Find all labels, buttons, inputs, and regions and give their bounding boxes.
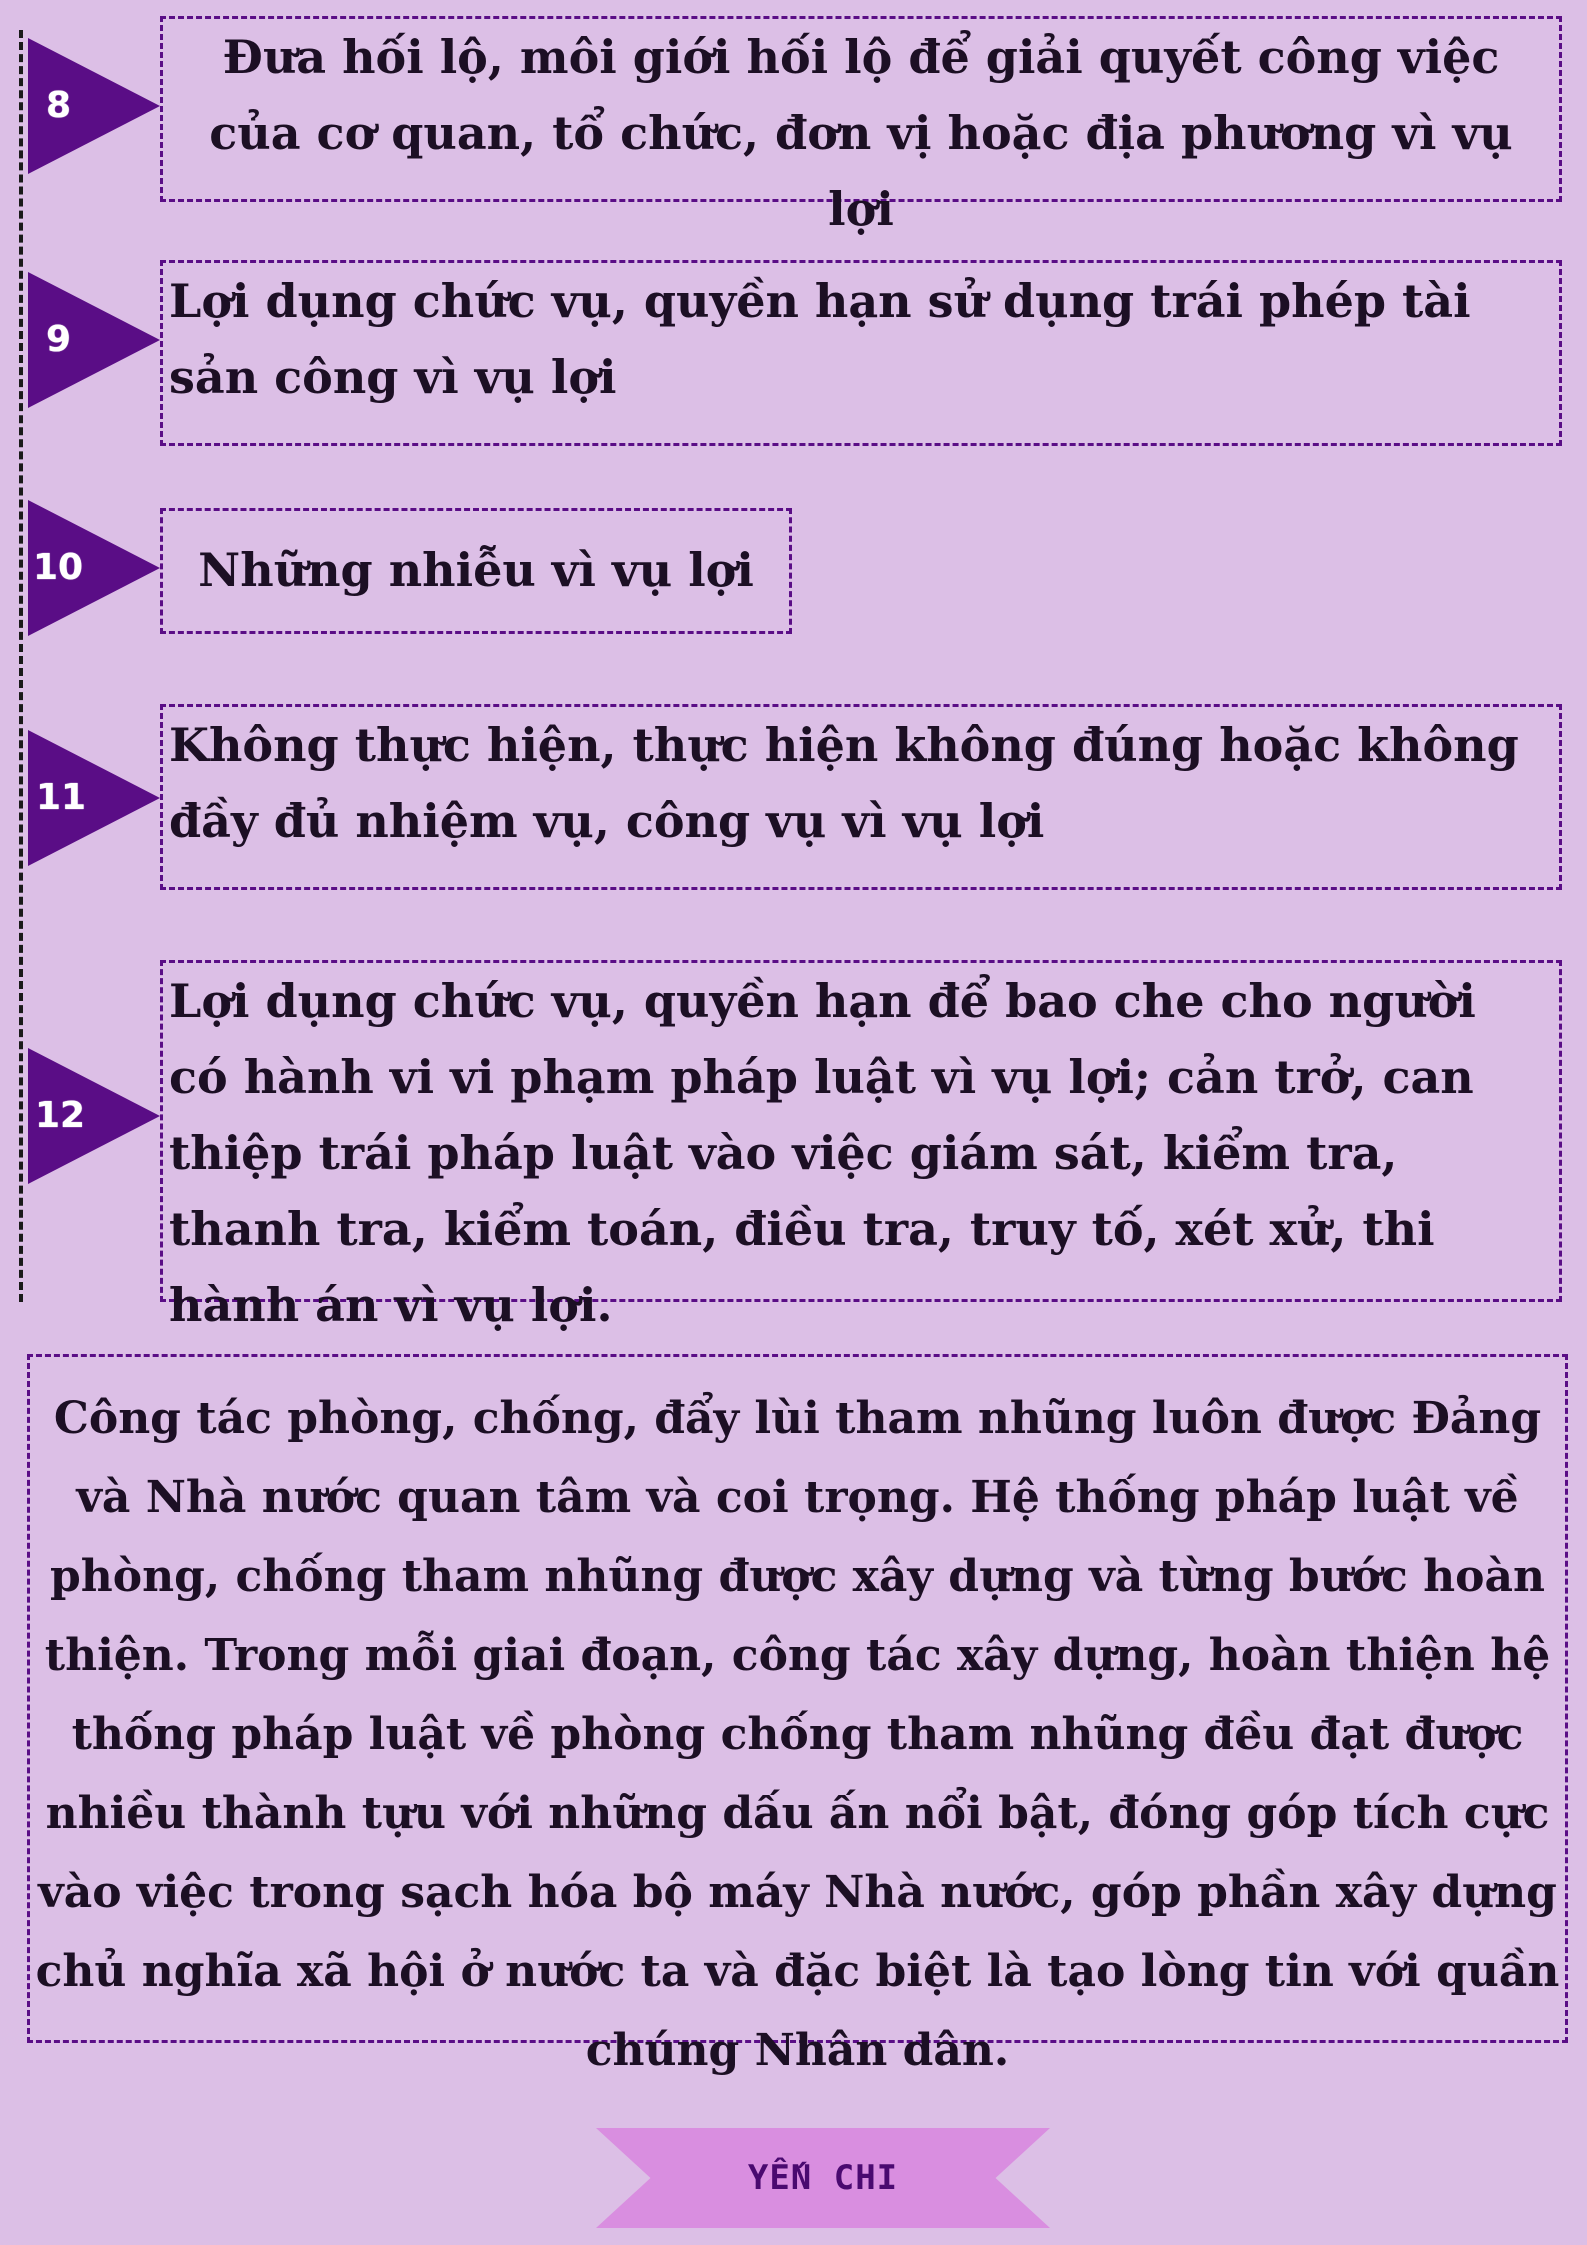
item-text: Đưa hối lộ, môi giới hối lộ để giải quyết công việc của cơ quan, tổ chức, đơn vị hoặc địa phương vì vụ lợi — [160, 16, 1562, 202]
timeline-dashed-line — [19, 30, 23, 1302]
item-number: 9 — [46, 319, 72, 360]
author-name: YẾN CHI — [747, 2158, 899, 2198]
item-number: 11 — [36, 777, 87, 818]
item-text: Những nhiễu vì vụ lợi — [160, 508, 792, 634]
item-text: Không thực hiện, thực hiện không đúng hoặc không đầy đủ nhiệm vụ, công vụ vì vụ lợi — [160, 704, 1562, 890]
item-number: 12 — [35, 1095, 86, 1136]
item-text: Lợi dụng chức vụ, quyền hạn để bao che cho người có hành vi vi phạm pháp luật vì vụ lợi; cản trở, can thiệp trái pháp luật vào việc giám sát, kiểm tra, thanh tra, kiểm toán, điều tra, truy tố, xét xử, thi hành án vì vụ lợi. — [160, 960, 1562, 1302]
summary-paragraph: Công tác phòng, chống, đẩy lùi tham nhũng luôn được Đảng và Nhà nước quan tâm và coi trọng. Hệ thống pháp luật về phòng, chống tham nhũng được xây dựng và từng bước hoàn thiện. Trong mỗi giai đoạn, công tác xây dựng, hoàn thiện hệ thống pháp luật về phòng chống tham nhũng đều đạt được nhiều thành tựu với những dấu ấn nổi bật, đóng góp tích cực vào việc trong sạch hóa bộ máy Nhà nước, góp phần xây dựng chủ nghĩa xã hội ở nước ta và đặc biệt là tạo lòng tin với quần chúng Nhân dân. — [27, 1354, 1568, 2043]
item-text: Lợi dụng chức vụ, quyền hạn sử dụng trái phép tài sản công vì vụ lợi — [160, 260, 1562, 446]
item-number: 8 — [46, 85, 72, 126]
item-number: 10 — [33, 547, 84, 588]
